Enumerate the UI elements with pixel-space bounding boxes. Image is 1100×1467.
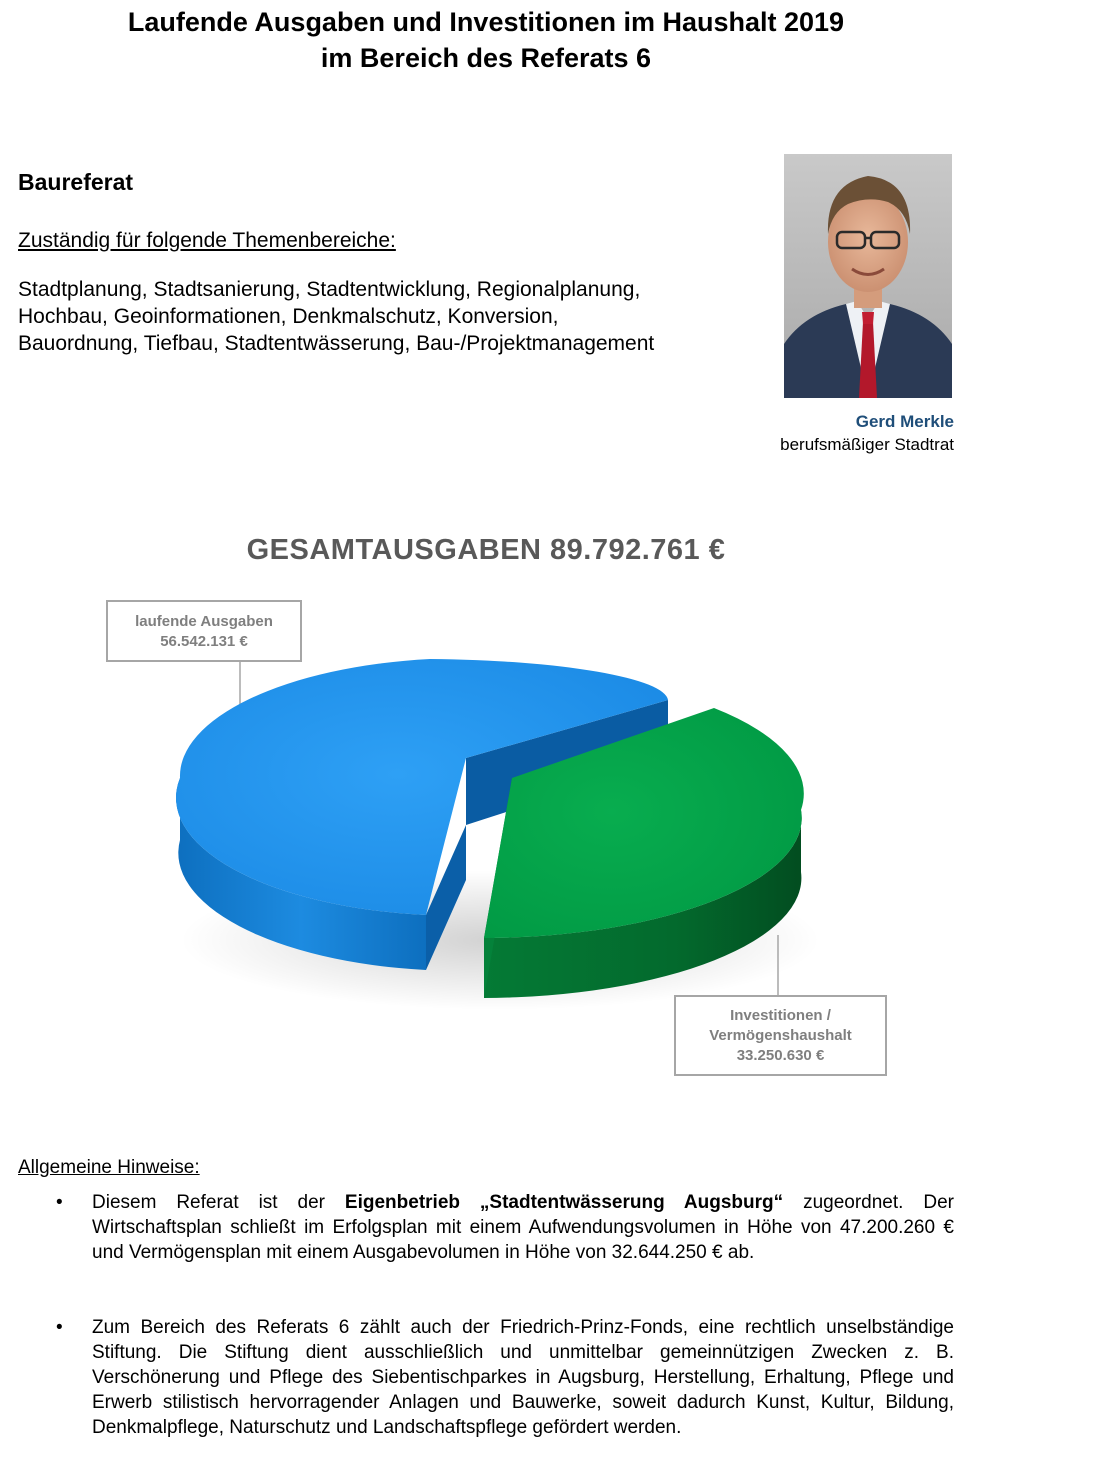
list-item <box>56 1190 954 1265</box>
callout-laufende-ausgaben <box>106 600 302 662</box>
bullet-text-post: zugeordnet. Der Wirtschaftsplan schließt im Erfolgsplan mit einem Aufwendungsvolumen in Höhe von 47.200.260 € und Vermögensplan mit einem Ausgabevolumen in Höhe von 32.644.250 € ab. <box>92 1192 954 1263</box>
department-name: Baureferat <box>18 169 134 195</box>
bullet-icon: • <box>56 1192 63 1213</box>
notes-heading: Allgemeine Hinweise: <box>18 1157 200 1178</box>
topics-heading: Zuständig für folgende Themenbereiche: <box>18 229 396 252</box>
topics-line: Bauordnung, Tiefbau, Stadtentwässerung, Bau-/Projektmanagement <box>18 332 655 355</box>
bullet-text-pre: Diesem Referat ist der <box>92 1192 345 1213</box>
chart-title: GESAMTAUSGABEN 89.792.761 € <box>246 534 726 566</box>
page-title-line-2: im Bereich des Referats 6 <box>320 43 652 73</box>
bullet-text-bold: Eigenbetrieb „Stadtentwässerung Augsburg“ <box>344 1192 784 1213</box>
callout-label-2: Vermögenshaushalt <box>709 1027 852 1044</box>
person-name: Gerd Merkle <box>855 412 954 431</box>
topics-list <box>18 276 758 357</box>
portrait-photo <box>784 154 952 398</box>
page-title <box>0 4 972 76</box>
callout-label: Investitionen / <box>730 1007 831 1024</box>
callout-value: 56.542.131 € <box>160 633 248 650</box>
page-title-line-1: Laufende Ausgaben und Investitionen im Haushalt 2019 <box>127 7 845 37</box>
pie-chart <box>0 520 1100 1100</box>
callout-label: laufende Ausgaben <box>135 613 273 630</box>
bullet-text: Zum Bereich des Referats 6 zählt auch der Friedrich-Prinz-Fonds, eine rechtlich unselbständige Stiftung. Die Stiftung dient ausschließlich und unmittelbar gemeinnützigen Zwecken z. B. Verschönerung und Pflege des Siebentischparkes in Augsburg, Herstellung, Erhaltung, Pflege und Erwerb stilistisch hervorragender Anlagen und Bauwerke, soweit dadurch Kunst, Kultur, Bildung, Denkmalpflege, Naturschutz und Landschaftspflege gefördert werden. <box>92 1317 954 1438</box>
bullet-icon: • <box>56 1317 63 1338</box>
portrait-illustration <box>784 154 952 398</box>
callout-value: 33.250.630 € <box>736 1047 825 1064</box>
topics-line: Stadtplanung, Stadtsanierung, Stadtentwicklung, Regionalplanung, <box>18 278 641 301</box>
callout-investitionen <box>674 995 887 1076</box>
person-title: berufsmäßiger Stadtrat <box>780 435 954 454</box>
list-item <box>56 1315 954 1440</box>
topics-line: Hochbau, Geoinformationen, Denkmalschutz, Konversion, <box>18 305 559 328</box>
